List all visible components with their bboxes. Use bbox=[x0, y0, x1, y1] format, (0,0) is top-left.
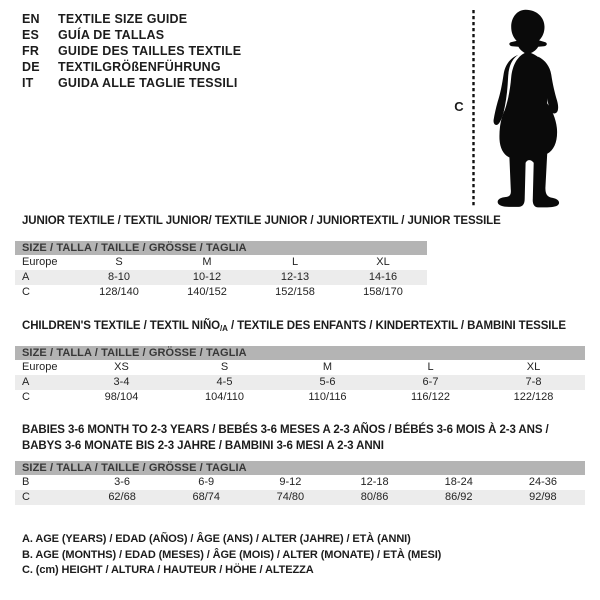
footnotes bbox=[22, 532, 441, 579]
lang-row-it bbox=[22, 75, 241, 91]
lang-row-es bbox=[22, 27, 241, 43]
value-cell: L bbox=[427, 361, 434, 373]
value-cell: 104/110 bbox=[205, 391, 244, 403]
row-label-cell: Europe bbox=[22, 256, 58, 268]
row-label-cell: B bbox=[22, 476, 30, 488]
table-row bbox=[15, 490, 585, 505]
lang-code: ES bbox=[22, 28, 40, 42]
table-row bbox=[15, 270, 427, 285]
heading-text: CHILDREN'S TEXTILE / TEXTIL NIÑO bbox=[22, 320, 221, 332]
height-measure-c-label: C bbox=[454, 99, 464, 114]
value-cell: 9-12 bbox=[279, 476, 302, 488]
value-cell: 14-16 bbox=[368, 271, 398, 283]
footnote-a: A. AGE (YEARS) / EDAD (AÑOS) / ÂGE (ANS) / ALTER (JAHRE) / ETÀ (ANNI) bbox=[22, 533, 411, 545]
junior-size-table bbox=[15, 241, 427, 300]
value-cell: 24-36 bbox=[528, 476, 557, 488]
lang-row-de bbox=[22, 59, 241, 75]
lang-title: GUIDE DES TAILLES TEXTILE bbox=[58, 44, 242, 58]
value-cell: 92/98 bbox=[529, 491, 557, 503]
lang-code: EN bbox=[22, 12, 40, 26]
row-label-cell: Europe bbox=[22, 361, 58, 373]
size-header-label: SIZE / TALLA / TAILLE / GRÖSSE / TAGLIA bbox=[22, 347, 247, 359]
value-cell: 98/104 bbox=[104, 391, 139, 403]
value-cell: 6-9 bbox=[198, 476, 215, 488]
table-row bbox=[15, 375, 585, 390]
babies-size-table bbox=[15, 461, 585, 505]
value-cell: 122/128 bbox=[513, 391, 554, 403]
value-cell: S bbox=[115, 256, 123, 268]
lang-row-fr bbox=[22, 43, 241, 59]
value-cell: 62/68 bbox=[108, 491, 136, 503]
heading-line-2: BABYS 3-6 MONATE BIS 2-3 JAHRE / BAMBINI 3-6 MESI A 2-3 ANNI bbox=[22, 439, 384, 452]
heading-subscript: /A bbox=[220, 324, 228, 333]
table-row bbox=[15, 255, 427, 270]
baby-height-figure bbox=[450, 6, 580, 214]
row-label-cell: A bbox=[22, 271, 30, 283]
value-cell: M bbox=[202, 256, 212, 268]
lang-title: GUIDA ALLE TAGLIE TESSILI bbox=[58, 76, 238, 90]
lang-title: TEXTILE SIZE GUIDE bbox=[58, 12, 188, 26]
value-cell: 12-18 bbox=[360, 476, 389, 488]
value-cell: 128/140 bbox=[99, 286, 139, 298]
value-cell: XS bbox=[114, 361, 129, 373]
value-cell: 7-8 bbox=[525, 376, 542, 388]
table-row bbox=[15, 285, 427, 300]
value-cell: 6-7 bbox=[422, 376, 439, 388]
table-row bbox=[15, 360, 585, 375]
babies-table-rows bbox=[15, 475, 585, 505]
value-cell: 80/86 bbox=[360, 491, 389, 503]
value-cell: 152/158 bbox=[275, 286, 315, 298]
size-header-label: SIZE / TALLA / TAILLE / GRÖSSE / TAGLIA bbox=[22, 462, 247, 474]
row-label-cell: C bbox=[22, 491, 30, 503]
size-header-label: SIZE / TALLA / TAILLE / GRÖSSE / TAGLIA bbox=[22, 242, 247, 254]
lang-code: IT bbox=[22, 76, 34, 90]
lang-row-en bbox=[22, 11, 241, 27]
value-cell: 12-13 bbox=[280, 271, 310, 283]
value-cell: M bbox=[322, 361, 333, 373]
children-section-heading bbox=[22, 320, 566, 333]
value-cell: 116/122 bbox=[411, 391, 450, 403]
children-table-rows bbox=[15, 360, 585, 405]
lang-code: DE bbox=[22, 60, 40, 74]
value-cell: 110/116 bbox=[308, 391, 347, 403]
value-cell: 5-6 bbox=[319, 376, 336, 388]
heading-line-1: BABIES 3-6 MONTH TO 2-3 YEARS / BEBÉS 3-6 MESES A 2-3 AÑOS / BÉBÉS 3-6 MOIS À 2-3 ANS / bbox=[22, 424, 549, 436]
value-cell: 3-4 bbox=[113, 376, 130, 388]
value-cell: 74/80 bbox=[276, 491, 305, 503]
lang-code: FR bbox=[22, 44, 40, 58]
row-label-cell: C bbox=[22, 286, 30, 298]
row-label-cell: A bbox=[22, 376, 30, 388]
value-cell: 4-5 bbox=[216, 376, 233, 388]
footnote-b: B. AGE (MONTHS) / EDAD (MESES) / ÂGE (MOIS) / ALTER (MONATE) / ETÀ (MESI) bbox=[22, 548, 442, 561]
junior-section-heading: JUNIOR TEXTILE / TEXTIL JUNIOR/ TEXTILE JUNIOR / JUNIORTEXTIL / JUNIOR TESSILE bbox=[22, 215, 501, 227]
value-cell: 86/92 bbox=[444, 491, 473, 503]
footnote-c: C. (cm) HEIGHT / ALTURA / HAUTEUR / HÖHE / ALTEZZA bbox=[22, 564, 314, 576]
table-row bbox=[15, 390, 585, 405]
value-cell: 140/152 bbox=[187, 286, 227, 298]
table-row bbox=[15, 475, 585, 490]
size-header-bar bbox=[15, 346, 585, 360]
size-header-bar bbox=[15, 241, 427, 255]
value-cell: XL bbox=[376, 256, 390, 268]
lang-title: TEXTILGRÖßENFÜHRUNG bbox=[58, 60, 221, 74]
lang-title: GUÍA DE TALLAS bbox=[58, 28, 165, 42]
heading-text: / TEXTILE DES ENFANTS / KINDERTEXTIL / BAMBINI TESSILE bbox=[227, 320, 566, 332]
value-cell: S bbox=[220, 361, 229, 373]
value-cell: 158/170 bbox=[363, 286, 403, 298]
baby-silhouette bbox=[494, 10, 560, 208]
value-cell: 10-12 bbox=[192, 271, 222, 283]
children-size-table bbox=[15, 346, 585, 405]
babies-section-heading bbox=[22, 423, 549, 454]
value-cell: XL bbox=[526, 361, 541, 373]
size-header-bar bbox=[15, 461, 585, 475]
value-cell: 68/74 bbox=[192, 491, 220, 503]
value-cell: L bbox=[291, 256, 299, 268]
value-cell: 8-10 bbox=[107, 271, 131, 283]
value-cell: 18-24 bbox=[444, 476, 473, 488]
junior-table-rows bbox=[15, 255, 427, 300]
language-title-list bbox=[22, 11, 241, 91]
value-cell: 3-6 bbox=[114, 476, 131, 488]
row-label-cell: C bbox=[22, 391, 30, 403]
